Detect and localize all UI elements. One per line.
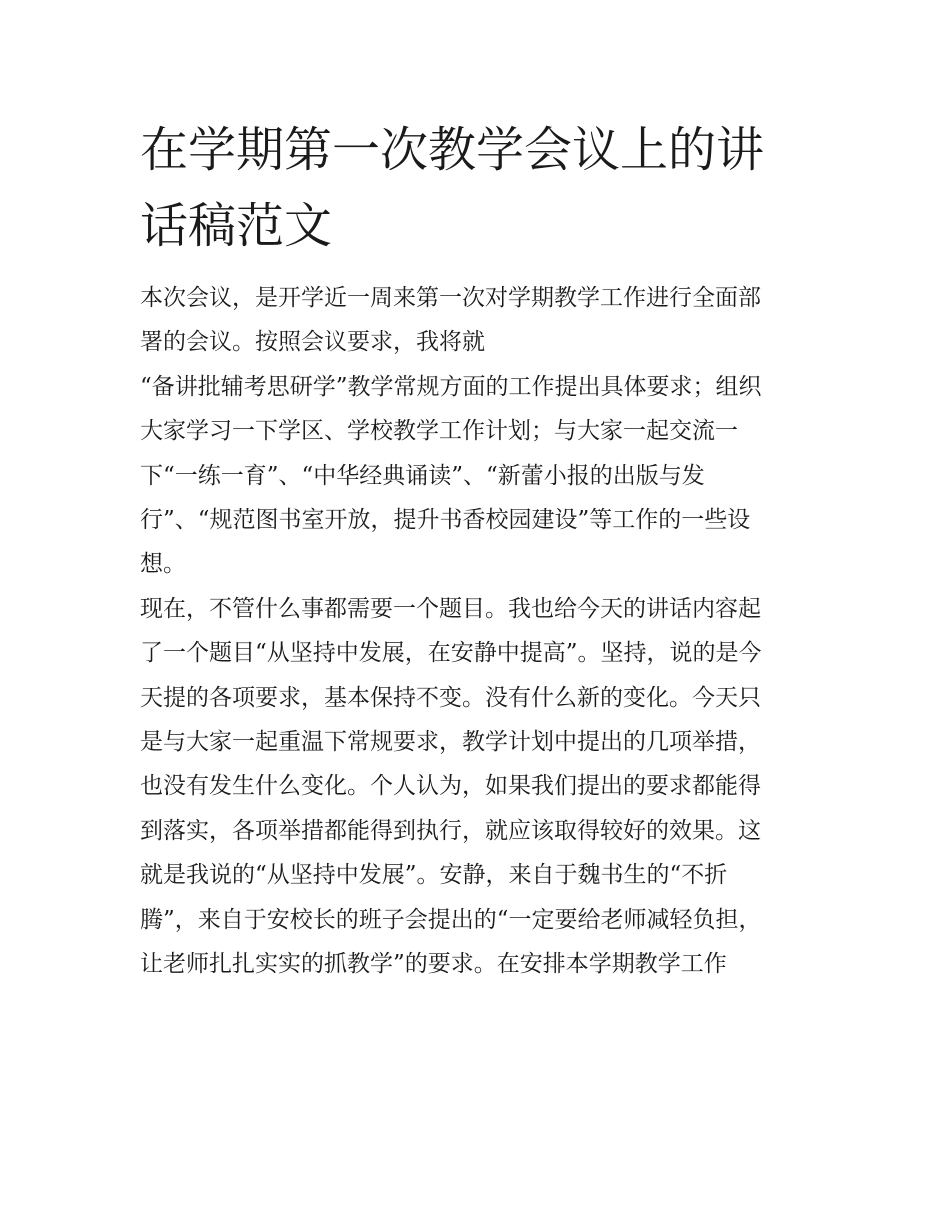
body-line: 下“一练一育”、“中华经典诵读”、“新蕾小报的出版与发 — [140, 462, 705, 489]
body-line: 也没有发生什么变化。个人认为，如果我们提出的要求都能得 — [140, 773, 761, 800]
body-line: 天提的各项要求，基本保持不变。没有什么新的变化。今天只 — [140, 684, 761, 711]
body-line: 想。 — [140, 551, 186, 578]
body-line: 大家学习一下学区、学校教学工作计划；与大家一起交流一 — [140, 418, 738, 445]
body-line: 行”、“规范图书室开放，提升书香校园建设”等工作的一些设 — [140, 507, 751, 534]
body-line: 就是我说的“从坚持中发展”。安静，来自于魏书生的“不折 — [140, 862, 728, 889]
document-title — [140, 112, 815, 264]
body-line: “备讲批辅考思研学”教学常规方面的工作提出具体要求；组织 — [140, 373, 762, 400]
body-line: 到落实，各项举措都能得到执行，就应该取得较好的效果。这 — [140, 817, 761, 844]
title-line: 在学期第一次教学会议上的讲 — [140, 122, 765, 178]
document-content — [140, 112, 815, 987]
title-line: 话稿范文 — [140, 198, 333, 254]
body-line: 署的会议。按照会议要求，我将就 — [140, 329, 485, 356]
body-line: 腾”，来自于安校长的班子会提出的“一定要给老师减轻负担， — [140, 906, 762, 933]
body-line: 本次会议，是开学近一周来第一次对学期教学工作进行全面部 — [140, 285, 761, 311]
document-body — [140, 276, 815, 987]
body-line: 了一个题目“从坚持中发展，在安静中提高”。坚持，说的是今 — [140, 640, 762, 667]
body-line: 现在，不管什么事都需要一个题目。我也给今天的讲话内容起 — [140, 595, 761, 622]
body-line: 让老师扎扎实实的抓教学”的要求。在安排本学期教学工作 — [140, 951, 727, 978]
body-line: 是与大家一起重温下常规要求，教学计划中提出的几项举措， — [140, 729, 761, 756]
